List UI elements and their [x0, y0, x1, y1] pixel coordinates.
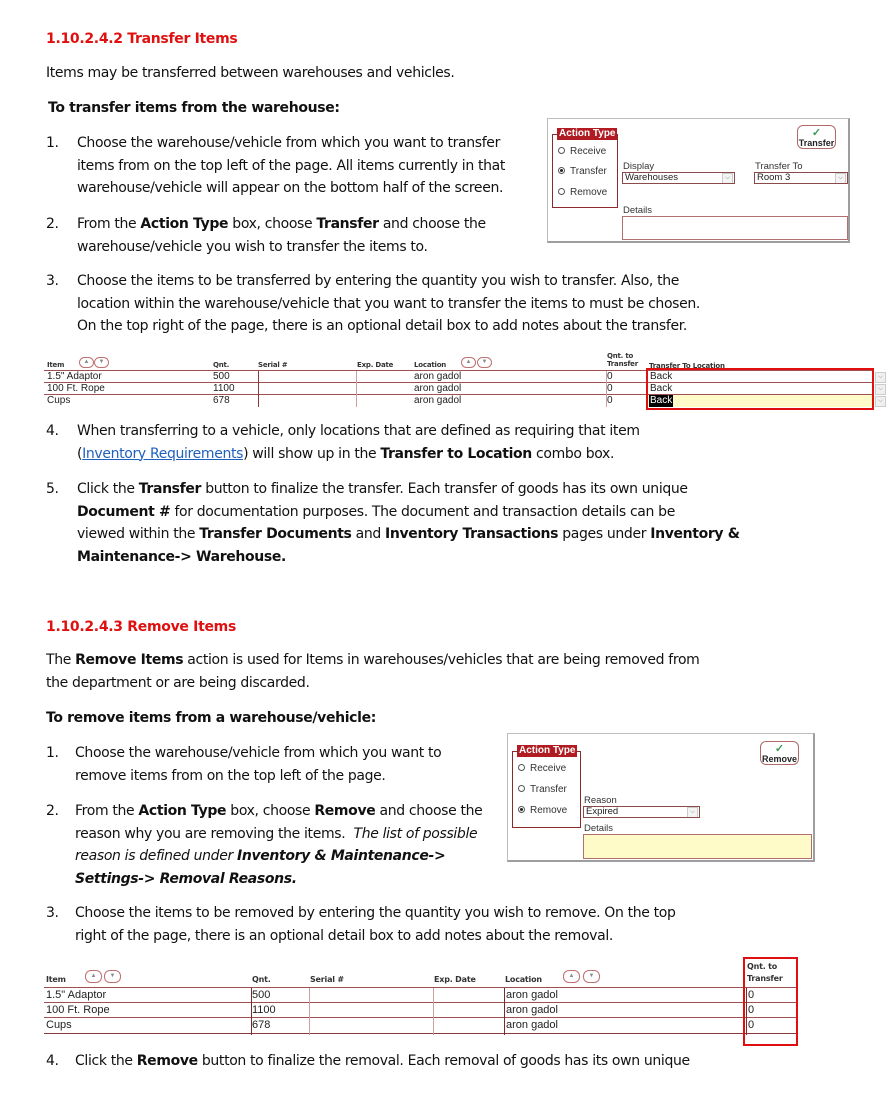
text: combo box. [531, 445, 615, 462]
text: button to finalize the transfer. Each transfer of goods has its own unique [201, 481, 688, 497]
transfer-subheading: To transfer items from the warehouse: [48, 100, 340, 116]
text: and [351, 526, 386, 542]
step-line: items from on the top left of the page. All items currently in that [77, 157, 505, 174]
text: From the [75, 803, 139, 819]
bold-transfer: Transfer [138, 481, 202, 497]
text: Click the [75, 1053, 137, 1069]
row-divider [44, 987, 798, 988]
sort-up-icon[interactable]: ▲ [461, 357, 476, 368]
bold-remove-items: Remove Items [75, 652, 184, 668]
action-type-legend: Action Type [559, 128, 616, 139]
sort-down-icon[interactable]: ▼ [104, 970, 121, 983]
col-header-transfer: Transfer [747, 974, 783, 983]
transfer-step-5 [46, 478, 766, 570]
step-line: right of the page, there is an optional detail box to add notes about the removal. [75, 927, 613, 944]
radio-label: Receive [570, 146, 607, 157]
col-header-item: Item [46, 975, 66, 984]
transfer-to-value: Room 3 [757, 172, 791, 183]
highlight-box-qty-to-transfer [743, 957, 798, 1046]
bold-italic-menu-path: Settings-> Removal Reasons. [75, 870, 297, 887]
step-line: Choose the warehouse/vehicle from which you want to transfer [77, 135, 500, 151]
chevron-down-icon: ⌵ [722, 173, 733, 184]
radio-icon [518, 785, 525, 792]
details-textarea[interactable] [583, 834, 812, 859]
check-icon: ✓ [811, 127, 822, 139]
transfer-step-4 [46, 420, 746, 468]
bold-maintenance-warehouse: Maintenance-> Warehouse. [77, 548, 287, 565]
col-header-serial: Serial # [310, 975, 344, 984]
col-header-qnt: Qnt. [213, 361, 230, 369]
to-location-select[interactable]: Back [650, 383, 673, 394]
bold-italic-menu-path: Inventory & Maintenance-> [236, 848, 446, 864]
radio-label: Transfer [570, 166, 607, 177]
remove-subheading: To remove items from a warehouse/vehicle: [46, 710, 376, 726]
text: reason why you are removing the items. [75, 825, 354, 842]
col-header-location: Location [414, 361, 447, 369]
cell-item: 1.5" Adaptor [46, 989, 107, 1001]
step-line: remove items from on the top left of the page. [75, 767, 386, 784]
text: viewed within the [77, 526, 200, 542]
cell-item: 100 Ft. Rope [46, 1004, 110, 1016]
chevron-down-icon: ⌵ [835, 173, 846, 184]
cell-item: Cups [46, 1019, 72, 1031]
step-line: Choose the items to be transferred by entering the quantity you wish to transfer. Also, the [77, 273, 680, 289]
transfer-step-1 [46, 132, 526, 202]
radio-checked-icon [558, 167, 565, 174]
col-header-item: Item [47, 361, 65, 369]
transfer-button[interactable] [797, 125, 836, 149]
step-number: 4. [46, 423, 59, 439]
bold-transfer-documents: Transfer Documents [199, 526, 352, 542]
radio-icon [558, 147, 565, 154]
radio-label: Remove [530, 805, 568, 816]
text: From the [77, 216, 141, 232]
radio-checked-icon [518, 806, 525, 813]
transfer-to-select[interactable] [754, 172, 848, 184]
text: the department or are being discarded. [46, 674, 310, 691]
radio-remove[interactable] [518, 805, 567, 816]
col-divider [433, 988, 434, 1035]
bold-document-number: Document # [77, 503, 171, 520]
bold-remove: Remove [314, 803, 376, 819]
col-divider [356, 371, 357, 407]
text: and choose the [375, 803, 483, 819]
col-header-exp-date: Exp. Date [434, 975, 476, 984]
text: The [46, 652, 76, 668]
radio-icon [518, 764, 525, 771]
radio-receive[interactable] [558, 146, 606, 157]
step-line: Choose the items to be removed by entering the quantity you wish to remove. On the top [75, 905, 676, 921]
step-number: 2. [46, 803, 59, 819]
check-icon: ✓ [774, 743, 785, 755]
transfer-to-label: Transfer To [755, 161, 803, 172]
col-header-qty-to: Qnt. to [747, 962, 778, 971]
radio-transfer[interactable] [518, 784, 567, 795]
step-number: 2. [46, 216, 59, 232]
reason-select[interactable] [583, 806, 700, 818]
step-number: 1. [46, 135, 59, 151]
bold-action-type: Action Type [138, 803, 227, 819]
chevron-down-icon[interactable]: ⌵ [875, 372, 886, 383]
remove-intro [46, 649, 766, 694]
text: ) will show up in the [243, 445, 381, 462]
transfer-button-label: Transfer [798, 138, 835, 148]
cell-location: aron gadol [506, 989, 558, 1001]
qty-transfer-input[interactable]: 0 [607, 371, 613, 382]
bold-action-type: Action Type [140, 216, 229, 232]
row-divider [44, 1002, 798, 1003]
section-heading-remove: 1.10.2.4.3 Remove Items [46, 619, 236, 635]
col-header-qty-to: Qnt. to [607, 352, 634, 360]
details-label: Details [584, 823, 614, 834]
step-line: warehouse/vehicle will appear on the bottom half of the screen. [77, 180, 504, 196]
col-header-transfer: Transfer [607, 360, 638, 368]
to-location-select-focused[interactable]: Back [650, 395, 673, 406]
remove-button[interactable] [760, 741, 799, 765]
step-line: On the top right of the page, there is an optional detail box to add notes about the transfer. [77, 318, 687, 334]
qty-transfer-input[interactable]: 0 [607, 383, 613, 394]
cell-qnt: 1100 [213, 383, 235, 394]
italic-text: The list of possible [353, 825, 478, 842]
text: button to finalize the removal. Each removal of goods has its own unique [197, 1053, 690, 1069]
radio-icon [558, 188, 565, 195]
action-type-legend: Action Type [519, 745, 576, 756]
sort-up-icon[interactable]: ▲ [563, 970, 580, 983]
step-line: warehouse/vehicle you wish to transfer the items to. [77, 238, 428, 255]
text: box, choose [226, 803, 315, 819]
step-number: 1. [46, 745, 59, 761]
sort-down-icon[interactable]: ▼ [477, 357, 492, 368]
cell-item: 1.5" Adaptor [47, 371, 102, 382]
sort-up-icon[interactable]: ▲ [85, 970, 102, 983]
col-header-exp-date: Exp. Date [357, 361, 394, 369]
step-line: location within the warehouse/vehicle that you want to transfer the items to must be chosen. [77, 295, 700, 312]
col-divider [258, 371, 259, 407]
remove-step-1 [46, 742, 496, 790]
bold-inventory: Inventory & [650, 526, 740, 542]
step-line: When transferring to a vehicle, only locations that are defined as requiring that item [77, 423, 640, 439]
text: action is used for Items in warehouses/vehicles that are being removed from [183, 652, 700, 668]
col-header-qnt: Qnt. [252, 975, 271, 984]
step-number: 3. [46, 905, 59, 921]
text: and choose the [378, 216, 486, 232]
bold-remove: Remove [136, 1053, 198, 1069]
cell-item: Cups [47, 395, 71, 406]
cell-location: aron gadol [414, 371, 462, 382]
text: for documentation purposes. The document and transaction details can be [170, 503, 675, 520]
col-divider [504, 988, 505, 1035]
transfer-step-3 [46, 270, 766, 340]
text: ( [77, 445, 83, 462]
radio-label: Receive [530, 763, 567, 774]
radio-label: Transfer [530, 784, 567, 795]
reason-value: Expired [586, 806, 619, 817]
chevron-down-icon[interactable]: ⌵ [875, 384, 886, 395]
cell-location: aron gadol [414, 383, 462, 394]
details-label: Details [623, 205, 653, 216]
remove-step-3 [46, 902, 766, 950]
italic-text: reason is defined under [75, 848, 237, 864]
radio-label: Remove [570, 187, 608, 198]
cell-qnt: 500 [213, 371, 230, 382]
col-header-serial: Serial # [258, 361, 288, 369]
remove-step-2 [46, 800, 496, 892]
text: box, choose [228, 216, 317, 232]
remove-action-panel [507, 733, 815, 862]
radio-remove[interactable] [558, 187, 607, 198]
cell-qnt: 678 [213, 395, 230, 406]
remove-button-label: Remove [761, 754, 797, 764]
sort-down-icon[interactable]: ▼ [583, 970, 600, 983]
text: Click the [77, 481, 139, 497]
chevron-down-icon[interactable]: ⌵ [875, 396, 886, 407]
radio-transfer[interactable] [558, 166, 607, 177]
remove-step-4 [46, 1050, 766, 1074]
highlight-box-transfer-to-location [646, 368, 874, 410]
section-heading-transfer: 1.10.2.4.2 Transfer Items [46, 31, 238, 47]
col-header-location: Location [505, 975, 542, 984]
inventory-requirements-link[interactable]: Inventory Requirements [82, 445, 244, 462]
cell-item: 100 Ft. Rope [47, 383, 105, 394]
cell-location: aron gadol [506, 1004, 558, 1016]
cell-qnt: 678 [252, 1019, 271, 1031]
col-divider [309, 988, 310, 1035]
col-header-transfer-to-location: Transfer To Location [649, 362, 725, 370]
text: pages under [558, 526, 651, 542]
to-location-select[interactable]: Back [650, 371, 673, 382]
step-line: Choose the warehouse/vehicle from which you want to [75, 745, 442, 761]
step-number: 3. [46, 273, 59, 289]
qty-remove-input[interactable]: 0 [748, 989, 755, 1001]
transfer-step-2 [46, 213, 526, 261]
transfer-intro: Items may be transferred between warehouses and vehicles. [46, 65, 455, 81]
bold-inventory-transactions: Inventory Transactions [385, 526, 559, 542]
cell-qnt: 500 [252, 989, 271, 1001]
qty-transfer-input[interactable]: 0 [607, 395, 613, 406]
bold-transfer: Transfer [316, 216, 379, 232]
transfer-action-panel [547, 118, 850, 243]
chevron-down-icon: ⌵ [687, 807, 698, 818]
display-value: Warehouses [625, 172, 678, 183]
step-number: 4. [46, 1053, 59, 1069]
bold-transfer-to-location: Transfer to Location [380, 445, 532, 462]
cell-location: aron gadol [414, 395, 462, 406]
cell-location: aron gadol [506, 1019, 558, 1031]
radio-receive[interactable] [518, 763, 566, 774]
qty-remove-input[interactable]: 0 [748, 1019, 755, 1031]
qty-remove-input[interactable]: 0 [748, 1004, 755, 1016]
row-divider [44, 1033, 798, 1034]
cell-qnt: 1100 [252, 1004, 276, 1016]
sort-up-icon[interactable]: ▲ [79, 357, 94, 368]
step-number: 5. [46, 481, 59, 497]
reason-label: Reason [584, 795, 617, 806]
sort-down-icon[interactable]: ▼ [94, 357, 109, 368]
display-select[interactable] [622, 172, 735, 184]
display-label: Display [623, 161, 655, 172]
row-divider [44, 1017, 798, 1018]
details-textarea[interactable] [622, 216, 848, 240]
